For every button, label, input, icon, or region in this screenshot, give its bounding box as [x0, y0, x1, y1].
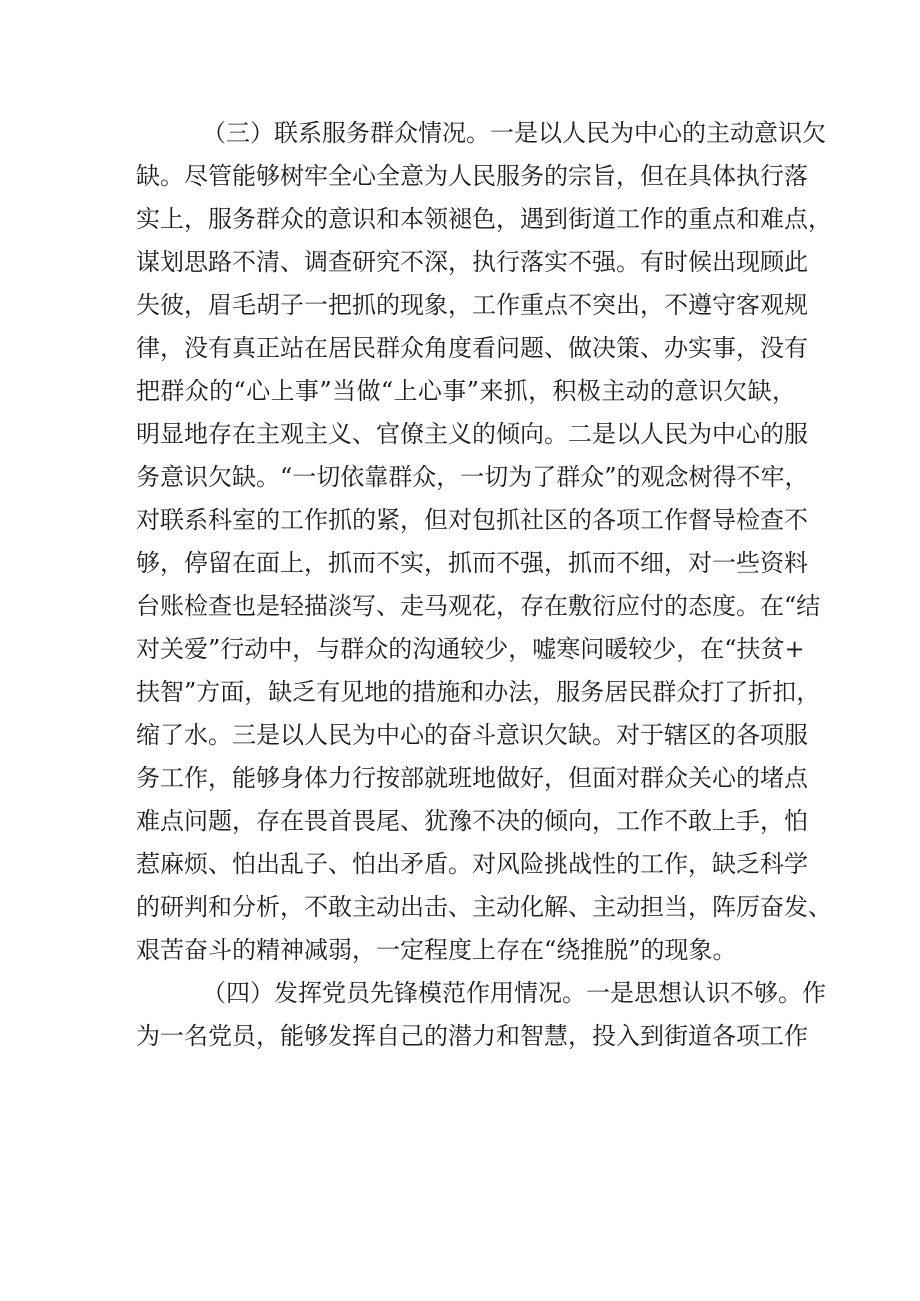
text-line: 明显地存在主观主义、官僚主义的倾向。二是以人民为中心的服 [136, 420, 808, 448]
text-line: 实上，服务群众的意识和本领褪色，遇到街道工作的重点和难点， [136, 205, 832, 233]
text-line: 艰苦奋斗的精神减弱，一定程度上存在“绕推脱”的现象。 [136, 936, 737, 964]
text-line: 的研判和分析，不敢主动出击、主动化解、主动担当，阵厉奋发、 [136, 893, 832, 921]
text-line: 缺。尽管能够树牢全心全意为人民服务的宗旨，但在具体执行落 [136, 162, 808, 190]
text-line: 把群众的“心上事”当做“上心事”来抓，积极主动的意识欠缺， [136, 377, 796, 405]
text-line: 失彼，眉毛胡子一把抓的现象，工作重点不突出，不遵守客观规 [136, 291, 808, 319]
text-line: 惹麻烦、怕出乱子、怕出矛盾。对风险挑战性的工作，缺乏科学 [136, 850, 808, 878]
text-line: 律，没有真正站在居民群众角度看问题、做决策、办实事，没有 [136, 334, 808, 362]
text-line: 缩了水。三是以人民为中心的奋斗意识欠缺。对于辖区的各项服 [136, 721, 808, 749]
text-line: 扶智”方面，缺乏有见地的措施和办法，服务居民群众打了折扣， [136, 678, 821, 706]
text-line: 对联系科室的工作抓的紧，但对包抓社区的各项工作督导检查不 [136, 506, 808, 534]
document-body [136, 112, 832, 1058]
text-line: 为一名党员，能够发挥自己的潜力和智慧，投入到街道各项工作 [136, 1022, 808, 1050]
text-line: 难点问题，存在畏首畏尾、犹豫不决的倾向，工作不敢上手，怕 [136, 807, 808, 835]
text-line: （三）联系服务群众情况。一是以人民为中心的主动意识欠 [202, 119, 826, 147]
text-line: 够，停留在面上，抓而不实，抓而不强，抓而不细，对一些资料 [136, 549, 808, 577]
text-line: 对关爱”行动中，与群众的沟通较少，嘘寒问暖较少，在“扶贫+ [136, 635, 805, 663]
text-line: （四）发挥党员先锋模范作用情况。一是思想认识不够。作 [202, 979, 826, 1007]
text-line: 务意识欠缺。“一切依靠群众，一切为了群众”的观念树得不牢， [136, 463, 809, 491]
paragraph-section-3 [136, 112, 832, 972]
text-line: 台账检查也是轻描淡写、走马观花，存在敷衍应付的态度。在“结 [136, 592, 821, 620]
text-line: 谋划思路不清、调查研究不深，执行落实不强。有时候出现顾此 [136, 248, 808, 276]
text-line: 务工作，能够身体力行按部就班地做好，但面对群众关心的堵点 [136, 764, 808, 792]
paragraph-section-4 [136, 972, 826, 1058]
